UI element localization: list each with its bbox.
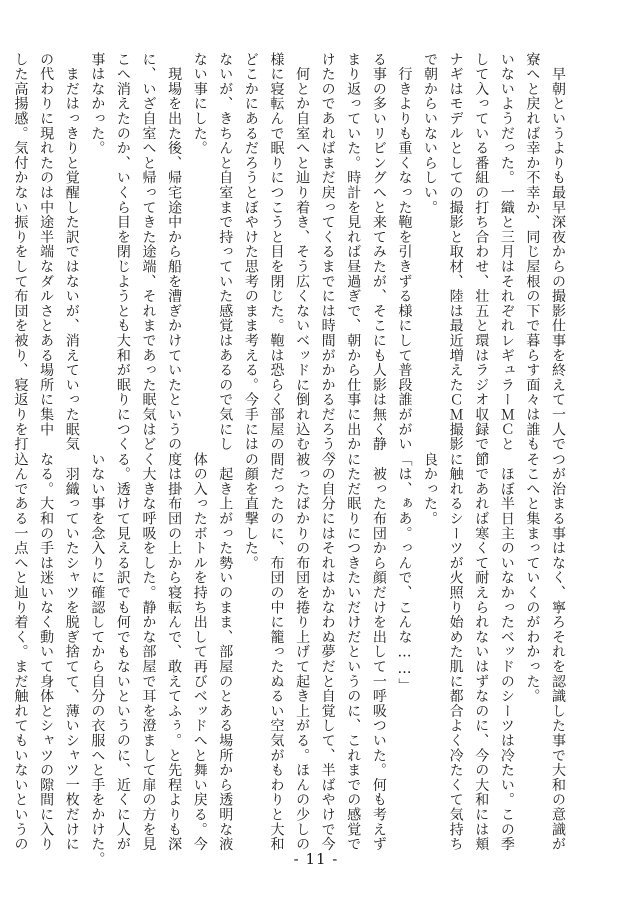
lower-text-block: つが治まる事はなく、寧ろそれを認識した事で大和の意識が そこへと集まっていくのがわかった。 ほぼ半日主のいなかったベッドのシーツは冷たい。この季 節であれば寒くて耐えられないはずなのに、今の大和には頬 に触れるシーツが火照り始めた肌に都合よく冷たくて気持ち 良かった。 「は、ぁあ。っんで、こんな……」 被った布団から顔だけを出して一呼吸ついた。何も考えず にただ眠りにつきたいだけだというのに、これまでの感覚で 今の自分にはそれはかなわぬ夢だと自覚して、半ばやけで今 被ったばかりの布団を捲り上げて起き上がる。ほんの少しの 間だったのに、布団の中に籠ったぬるい空気がもわりと大和 の顔を直撃した。 起き上がった勢いのまま、部屋のとある場所から透明な液 体の入ったボトルを持ち出して再びベッドへと舞い戻る。今 度は掛布団の上から寝転んで、敢えてふぅ。と先程よりも深 く大きな呼吸をした。静かな部屋で耳を澄まして扉の方を見 る。透けて見える訳でも何でもないというのに、近くに人が いない事を念入りに確認してから自分の衣服へと手をかけた。 羽織っていたシャツを脱ぎ捨てて、薄いシャツ一枚だけに なる。大和の手は迷いなく動いて身体とシャツの隙間に入り 込んである一点へと辿り着く。まだ触れてもいないというの (12, 452, 566, 867)
page-number: - 11 - (293, 850, 339, 868)
upper-text-block: 早朝というよりも最早深夜からの撮影仕事を終えて一人で 寮へと戻れば幸か不幸か、同じ屋根の下で暮らす面々は誰も いないようだった。一織と三月はそれぞれレギュラーＭＣと して入っている番組の打ち合わせ、壮五と環はラジオ収録で、 ナギはモデルとしての撮影と取材、陸は最近増えたＣＭ撮影 で朝からいないらしい。 行きよりも重くなった鞄を引きずる様にして普段誰ががい る事の多いリビングへと来てみたが、そこにも人影は無く静 まり返っていた。時計を見れば昼過ぎで、朝から仕事に出か けたのであればまだ戻ってくるまでには時間がかかるだろう。 何とか自室へと辿り着き、そう広くないベッドに倒れ込む 様に寝転んで眠りにつこうと目を閉じた。鞄は恐らく部屋の どこかにあるだろうとぼやけた思考のまま考える。今手には ないが、きちんと自室まで持っていた感覚はあるので気にし ない事にした。 現場を出た後、帰宅途中から船を漕ぎかけていたというの に、いざ自室へと帰ってきた途端、それまであった眠気はど こへ消えたのか、いくら目を閉じようとも大和が眠りにつく 事はなかった。 まだはっきりと覚醒した訳ではないが、消えていった眠気 の代わりに現れたのは中途半端なダルさとある場所に集中 した高揚感。気付かない振りをして布団を被り、寝返りを打 (12, 52, 566, 467)
